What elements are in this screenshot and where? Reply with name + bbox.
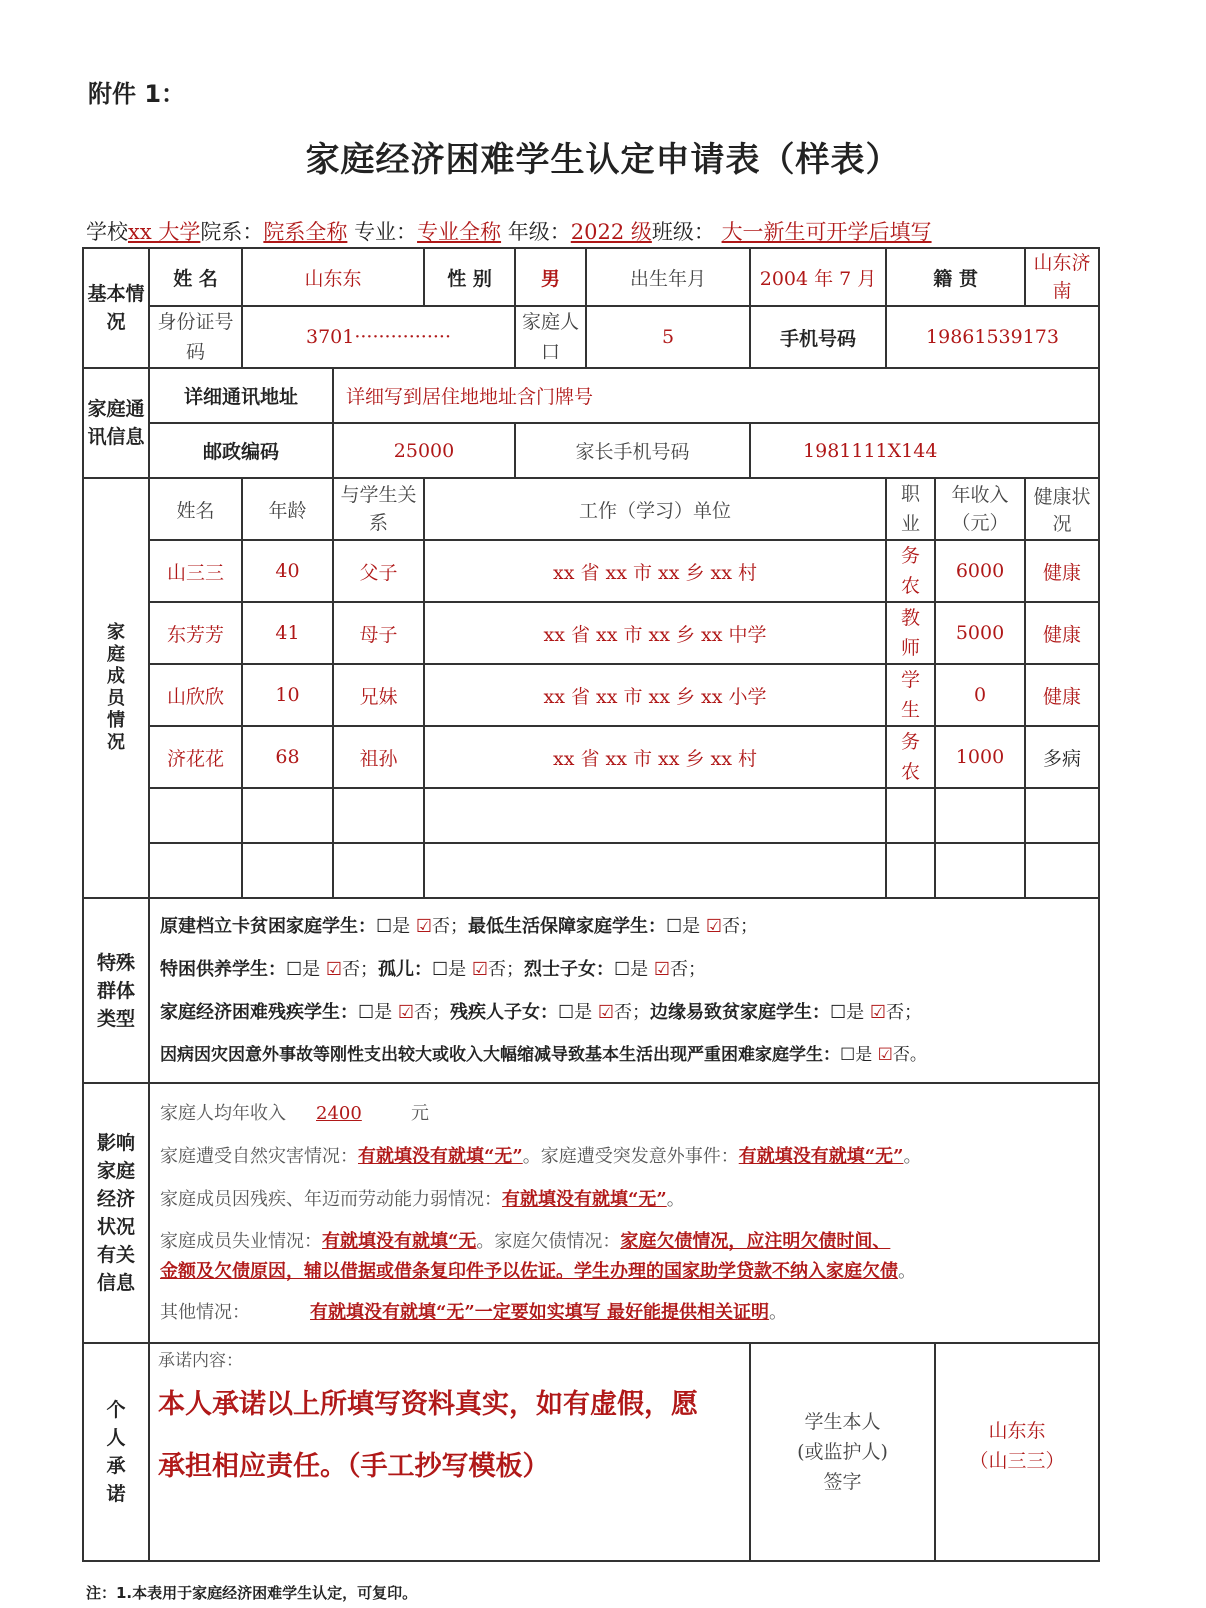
member-job: 务农: [886, 726, 935, 788]
signature-label: 学生本人 (或监护人) 签字: [750, 1343, 935, 1561]
member-relation: 父子: [333, 540, 424, 602]
commitment-label: 承诺内容：: [158, 1351, 243, 1371]
table-row: [83, 540, 1099, 602]
school-value: xx 大学: [128, 220, 201, 244]
col-income: 年收入（元）: [935, 478, 1025, 540]
member-age: 41: [242, 602, 333, 664]
attachment-label: 附件 1：: [88, 80, 186, 108]
postal-label: 邮政编码: [149, 423, 333, 478]
col-health: 健康状况: [1025, 478, 1099, 540]
phone-label: 手机号码: [750, 306, 886, 368]
member-relation: 兄妹: [333, 664, 424, 726]
col-relation: 与学生关系: [333, 478, 424, 540]
id-label: 身份证号 码: [149, 306, 242, 368]
table-row-empty: [83, 843, 1099, 898]
special-groups-block: 原建档立卡贫困家庭学生：☐是 ☑否；最低生活保障家庭学生：☐是 ☑否； 特困供养学生：☐是 ☑否；孤儿：☐是 ☑否；烈士子女：☐是 ☑否； 家庭经济困难残疾学生：☐是 ☑否；残疾人子女：☐是 ☑否；边缘易致贫家庭学生：☐是 ☑否； 因病因灾因意外事故等刚性支出较大或收入大幅缩减导致基本生活出现严重困难家庭学生：☐是 ☑否。: [149, 898, 1099, 1083]
member-income: 6000: [935, 540, 1025, 602]
grade-label: 年级：: [507, 220, 571, 244]
section-contact: 家庭通讯信息: [83, 368, 149, 478]
family-count-value: 5: [586, 306, 750, 368]
member-income: 5000: [935, 602, 1025, 664]
grade-value: 2022 级: [570, 220, 652, 244]
table-row: [83, 726, 1099, 788]
member-health: 多病: [1025, 726, 1099, 788]
debt-value: 家庭欠债情况，应注明欠债时间、: [620, 1231, 891, 1252]
family-count-label: 家庭人口: [515, 306, 586, 368]
address-label: 详细通讯地址: [149, 368, 333, 423]
footnote: 注：1.本表用于家庭经济困难学生认定，可复印。: [86, 1584, 418, 1602]
table-row: [83, 602, 1099, 664]
birth-label: 出生年月: [586, 248, 750, 306]
table-row-empty: [83, 788, 1099, 843]
header-line: [86, 216, 932, 246]
impact-block: 家庭人均年收入 2400 元 家庭遭受自然灾害情况：有就填没有就填“无”。家庭遭受突发意外事件：有就填没有就填“无”。 家庭成员因残疾、年迈而劳动能力弱情况：有就填没有就填“无”。 家庭成员失业情况：有就填没有就填“无。家庭欠债情况：家庭欠债情况，应注明欠债时间、 金额及欠债原因，辅以借据或借条复印件予以佐证。学生办理的国家助学贷款不纳入家庭欠债。 其他情况： 有就填没有就填“无”一定要如实填写 最好能提供相关证明。: [149, 1083, 1099, 1343]
col-workplace: 工作（学习）单位: [424, 478, 886, 540]
major-label: 专业：: [354, 220, 418, 244]
member-workplace: xx 省 xx 市 xx 乡 xx 村: [424, 726, 886, 788]
col-name: 姓名: [149, 478, 242, 540]
debt-detail: 金额及欠债原因，辅以借据或借条复印件予以佐证。学生办理的国家助学贷款不纳入家庭欠债: [160, 1261, 898, 1282]
member-job: 教师: [886, 602, 935, 664]
id-value: 3701················: [242, 306, 515, 368]
member-relation: 祖孙: [333, 726, 424, 788]
origin-value: 山东济南: [1025, 248, 1099, 306]
page-title: 家庭经济困难学生认定申请表（样表）: [305, 140, 901, 180]
member-health: 健康: [1025, 602, 1099, 664]
member-health: 健康: [1025, 664, 1099, 726]
class-label: 班级：: [651, 220, 715, 244]
dept-value: 院系全称: [263, 220, 348, 244]
name-value: 山东东: [242, 248, 424, 306]
disaster-value: 有就填没有就填“无”: [358, 1146, 523, 1167]
member-age: 40: [242, 540, 333, 602]
class-value: 大一新生可开学后填写: [721, 220, 932, 244]
member-workplace: xx 省 xx 市 xx 乡 xx 小学: [424, 664, 886, 726]
section-commitment: 个人承诺: [83, 1343, 149, 1561]
member-workplace: xx 省 xx 市 xx 乡 xx 中学: [424, 602, 886, 664]
parent-phone-label: 家长手机号码: [515, 423, 750, 478]
unemploy-value: 有就填没有就填“无: [322, 1231, 477, 1252]
school-label: 学校: [86, 220, 128, 244]
gender-label: 性 别: [424, 248, 515, 306]
other-value: 有就填没有就填“无”一定要如实填写 最好能提供相关证明: [310, 1302, 769, 1323]
parent-phone-value: 1981111X144: [750, 423, 1099, 478]
member-income: 1000: [935, 726, 1025, 788]
commitment-text1: 本人承诺以上所填写资料真实，如有虚假，愿: [158, 1389, 698, 1420]
member-health: 健康: [1025, 540, 1099, 602]
address-value: 详细写到居住地地址含门牌号: [333, 368, 1099, 423]
gender-value: 男: [515, 248, 586, 306]
col-age: 年龄: [242, 478, 333, 540]
application-form-table: [82, 247, 1100, 1562]
member-name: 山三三: [149, 540, 242, 602]
phone-value: 19861539173: [886, 306, 1099, 368]
section-special: 特殊群体类型: [83, 898, 149, 1083]
section-basic: 基本情况: [83, 248, 149, 368]
disability-value: 有就填没有就填“无”: [502, 1189, 667, 1210]
commitment-content: [149, 1343, 750, 1561]
section-impact: 影响家庭经济状况有关信息: [83, 1083, 149, 1343]
origin-label: 籍 贯: [886, 248, 1025, 306]
table-row: [83, 664, 1099, 726]
major-value: 专业全称: [417, 220, 502, 244]
member-age: 10: [242, 664, 333, 726]
member-name: 东芳芳: [149, 602, 242, 664]
member-name: 济花花: [149, 726, 242, 788]
section-members: 家庭成员情况: [83, 478, 149, 898]
dept-label: 院系：: [200, 220, 264, 244]
member-income: 0: [935, 664, 1025, 726]
postal-value: 25000: [333, 423, 515, 478]
accident-value: 有就填没有就填“无”: [738, 1146, 904, 1167]
member-job: 务农: [886, 540, 935, 602]
member-job: 学生: [886, 664, 935, 726]
name-label: 姓 名: [149, 248, 242, 306]
avg-income-value: 2400: [316, 1103, 362, 1124]
birth-value: 2004 年 7 月: [750, 248, 886, 306]
signature-value: 山东东 （山三三）: [935, 1343, 1099, 1561]
member-age: 68: [242, 726, 333, 788]
col-job: 职业: [886, 478, 935, 540]
member-name: 山欣欣: [149, 664, 242, 726]
member-relation: 母子: [333, 602, 424, 664]
member-workplace: xx 省 xx 市 xx 乡 xx 村: [424, 540, 886, 602]
commitment-text2: 承担相应责任。（手工抄写模板）: [158, 1451, 550, 1482]
